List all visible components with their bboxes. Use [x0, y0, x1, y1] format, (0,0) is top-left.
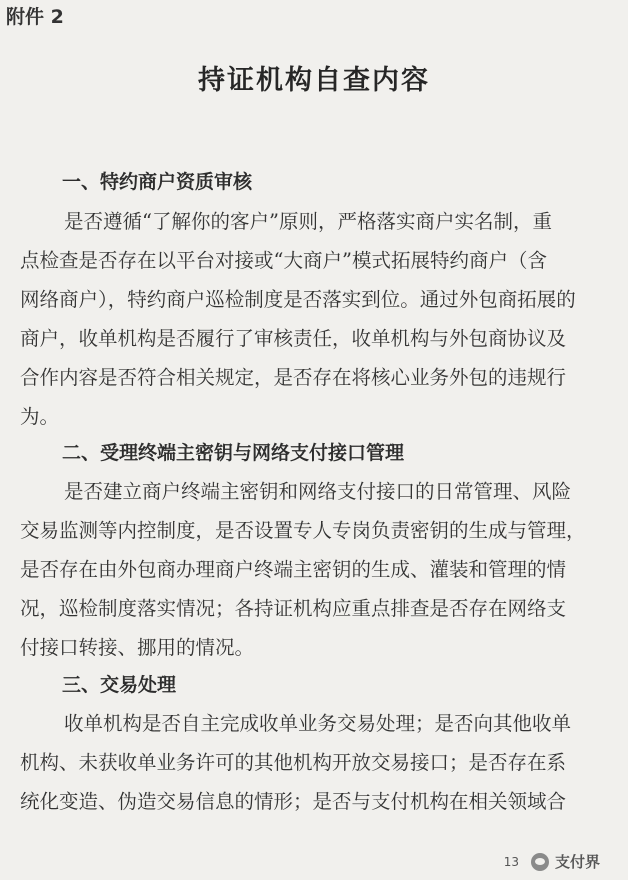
paragraph-line: 为。	[20, 405, 60, 428]
attachment-label: 附件 2	[6, 6, 64, 28]
paragraph-line: 付接口转接、挪用的情况。	[20, 636, 255, 659]
footer	[504, 851, 600, 872]
paragraph-line: 网络商户），特约商户巡检制度是否落实到位。通过外包商拓展的	[20, 288, 576, 311]
paragraph-line: 收单机构是否自主完成收单业务交易处理；是否向其他收单	[64, 712, 572, 735]
paragraph-line: 合作内容是否符合相关规定，是否存在将核心业务外包的违规行	[20, 366, 567, 389]
section-heading-2: 二、受理终端主密钥与网络支付接口管理	[62, 442, 405, 464]
paragraph-line: 商户，收单机构是否履行了审核责任，收单机构与外包商协议及	[20, 327, 567, 350]
brand-name: 支付界	[554, 853, 600, 871]
paragraph-line: 是否遵循“了解你的客户”原则，严格落实商户实名制，重	[64, 210, 552, 233]
paragraph-line: 况，巡检制度落实情况；各持证机构应重点排查是否存在网络支	[20, 597, 567, 620]
paragraph-line: 交易监测等内控制度，是否设置专人专岗负责密钥的生成与管理，	[20, 519, 586, 542]
paragraph-line: 点检查是否存在以平台对接或“大商户”模式拓展特约商户（含	[20, 249, 547, 272]
paragraph-line: 是否存在由外包商办理商户终端主密钥的生成、灌装和管理的情	[20, 558, 567, 581]
paragraph-line: 机构、未获收单业务许可的其他机构开放交易接口；是否存在系	[20, 751, 567, 774]
paragraph-line: 是否建立商户终端主密钥和网络支付接口的日常管理、风险	[64, 480, 572, 503]
paragraph-line: 统化变造、伪造交易信息的情形；是否与支付机构在相关领域合	[20, 790, 567, 813]
section-heading-1: 一、特约商户资质审核	[62, 171, 253, 193]
wechat-logo-icon	[531, 853, 549, 871]
page-title: 持证机构自查内容	[198, 65, 430, 96]
page-number: 13	[503, 854, 519, 869]
section-heading-3: 三、交易处理	[62, 674, 177, 696]
